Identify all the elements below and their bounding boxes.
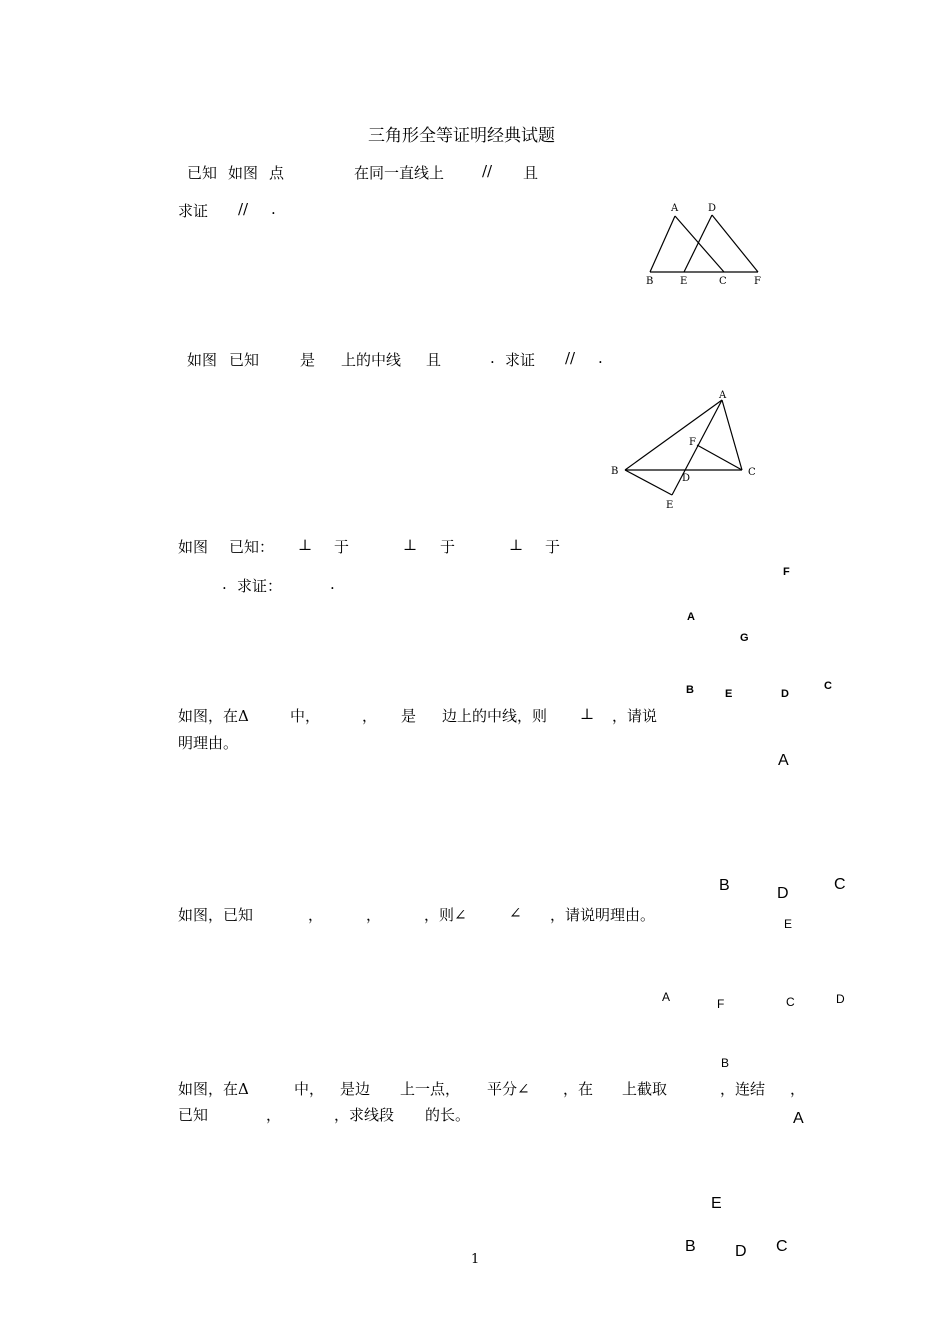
figure-label: F <box>717 997 725 1011</box>
figure-label: A <box>793 1110 804 1127</box>
q6-text: 平分∠ <box>487 1080 530 1098</box>
q2-text: 已知 <box>229 351 260 369</box>
q5-text: ， <box>366 906 382 924</box>
q4-text: 中， <box>290 707 321 725</box>
q5-text: ，则∠ <box>424 906 467 924</box>
figure-label: B <box>611 466 619 477</box>
q3-text: ⊥ <box>403 536 418 554</box>
figure-label: D <box>836 992 845 1006</box>
q6-text: ，在 <box>563 1080 594 1098</box>
figure-label: D <box>735 1243 747 1260</box>
q5-text: 如图，已知 <box>178 906 254 924</box>
q4-text: 是 <box>401 707 417 725</box>
q2-text: . <box>598 349 603 367</box>
figure-label: C <box>824 680 832 692</box>
figure-label: C <box>719 276 727 287</box>
figure-label: A <box>671 203 679 214</box>
q6-text: 如图，在Δ <box>178 1080 249 1098</box>
q6-text: 已知 <box>178 1106 209 1124</box>
figure-label: A <box>662 990 671 1004</box>
q1-text: . <box>271 200 276 218</box>
figure-label: A <box>778 752 789 769</box>
q5-text: ，请说明理由。 <box>550 906 656 924</box>
q6-text: 上截取 <box>622 1080 668 1098</box>
page-number: 1 <box>471 1252 480 1267</box>
figure-2-diagram <box>605 385 765 515</box>
q1-text: 已知 <box>187 164 218 182</box>
q6-text: ， <box>266 1106 282 1124</box>
q2-text: 上的中线 <box>341 351 402 369</box>
q1-text: 点 <box>269 164 285 182</box>
q1-text: 且 <box>523 164 539 182</box>
q6-text: 是边 <box>340 1080 371 1098</box>
q3-text: ⊥ <box>509 536 524 554</box>
q3-text: 于 <box>545 538 561 556</box>
q3-text: 求证： <box>237 577 283 595</box>
q2-text: 如图 <box>187 351 218 369</box>
figure-label: A <box>687 611 695 623</box>
figure-label: B <box>721 1056 730 1070</box>
q2-text: // <box>565 349 576 367</box>
figure-label: F <box>689 437 696 448</box>
q1-text: 如图 <box>228 164 259 182</box>
figure-label: A <box>719 390 727 401</box>
q3-text: 于 <box>440 538 456 556</box>
figure-label: E <box>711 1195 722 1212</box>
q3-text: . <box>222 575 227 593</box>
q3-text: 如图 <box>178 538 209 556</box>
figure-label: F <box>754 276 761 287</box>
q3-text: 于 <box>334 538 350 556</box>
q4-text: 明理由。 <box>178 734 239 752</box>
figure-label: E <box>666 500 674 511</box>
q3-text: . <box>330 575 335 593</box>
q6-text: ， <box>790 1080 806 1098</box>
figure-label: G <box>740 632 749 644</box>
q4-text: ，请说 <box>612 707 658 725</box>
q4-text: ， <box>362 707 378 725</box>
figure-label: C <box>776 1238 788 1255</box>
figure-label: F <box>783 566 790 578</box>
figure-label: C <box>786 995 795 1009</box>
q1-text: // <box>482 162 493 180</box>
q1-text: // <box>238 200 249 218</box>
q5-text: ∠ <box>509 904 522 922</box>
figure-label: B <box>646 276 654 287</box>
q2-text: 是 <box>300 351 316 369</box>
q6-text: 上一点， <box>400 1080 461 1098</box>
q6-text: 的长。 <box>425 1106 471 1124</box>
figure-label: B <box>685 1238 696 1255</box>
q6-text: ，求线段 <box>334 1106 395 1124</box>
page-title: 三角形全等证明经典试题 <box>368 126 555 146</box>
figure-label: E <box>680 276 688 287</box>
figure-1-diagram <box>640 198 770 290</box>
figure-label: E <box>725 688 733 700</box>
q4-text: 边上的中线，则 <box>442 707 548 725</box>
figure-label: B <box>686 684 694 696</box>
q1-text: 在同一直线上 <box>354 164 445 182</box>
figure-label: D <box>781 688 789 700</box>
q5-text: ， <box>308 906 324 924</box>
figure-label: D <box>777 885 789 902</box>
figure-label: C <box>748 467 756 478</box>
figure-label: D <box>682 473 691 484</box>
q2-text: . <box>490 349 495 367</box>
figure-label: D <box>708 203 717 214</box>
figure-label: B <box>719 877 730 894</box>
q1-text: 求证 <box>178 202 209 220</box>
q6-text: ，连结 <box>720 1080 766 1098</box>
q2-text: 且 <box>426 351 442 369</box>
q6-text: 中， <box>294 1080 325 1098</box>
figure-label: C <box>834 876 846 893</box>
figure-label: E <box>784 917 793 931</box>
q3-text: 已知： <box>229 538 275 556</box>
q3-text: ⊥ <box>298 536 313 554</box>
q4-text: ⊥ <box>580 705 595 723</box>
q2-text: 求证 <box>505 351 536 369</box>
q4-text: 如图，在Δ <box>178 707 249 725</box>
